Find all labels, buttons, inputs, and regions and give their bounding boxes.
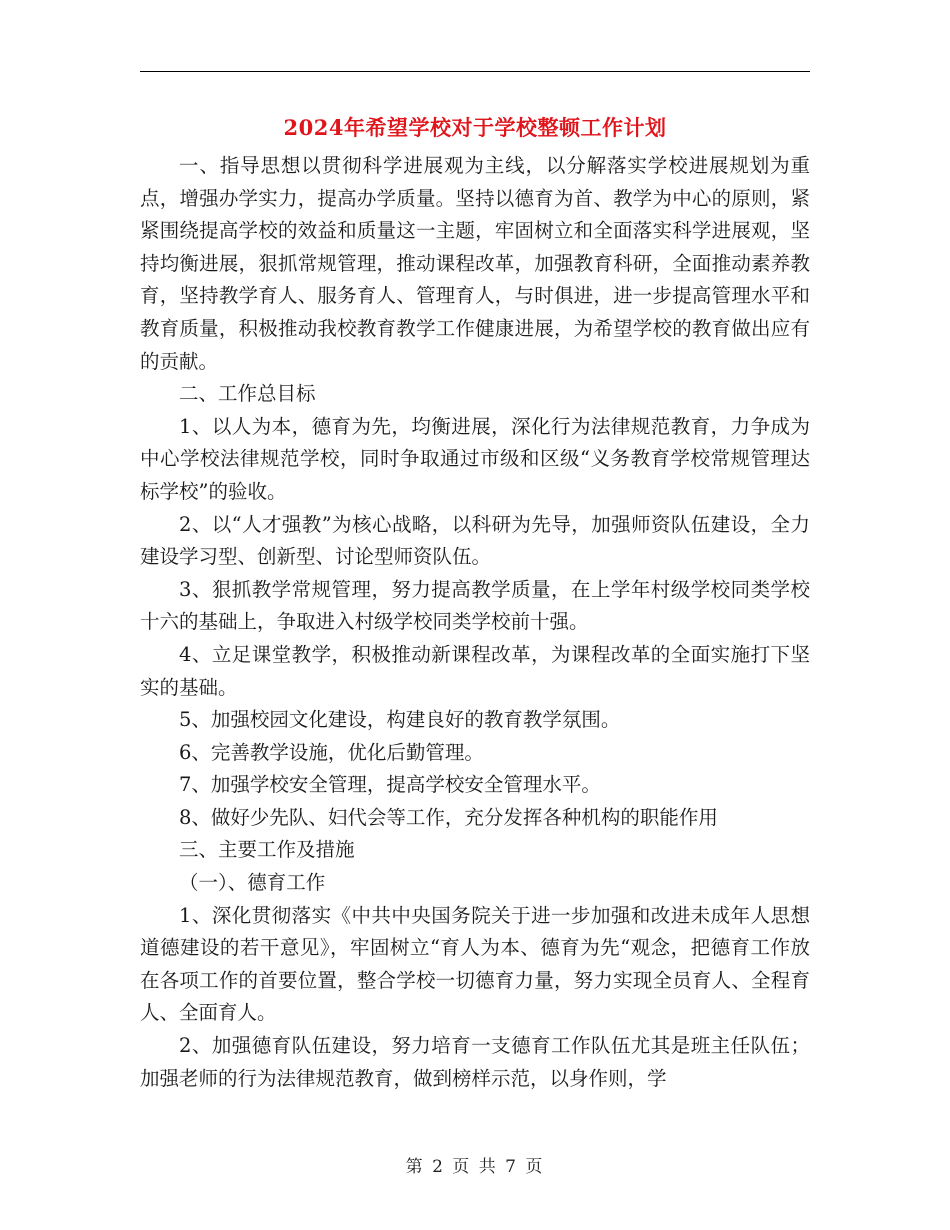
paragraph-goal-4: 4、立足课堂教学，积极推动新课程改革，为课程改革的全面实施打下坚实的基础。 <box>140 642 810 699</box>
paragraph-goal-1: 1、以人为本，德育为先，均衡进展，深化行为法律规范教育，力争成为中心学校法律规范学校，同时争取通过市级和区级“义务教育学校常规管理达标学校”的验收。 <box>140 414 810 503</box>
paragraph-goal-2: 2、以“人才强教”为核心战略，以科研为先导，加强师资队伍建设，全力建设学习型、创新型、讨论型师资队伍。 <box>140 512 810 569</box>
header-rule <box>140 71 810 72</box>
heading-overall-goals: 二、工作总目标 <box>179 382 316 406</box>
paragraph-goal-8: 8、做好少先队、妇代会等工作，充分发挥各种机构的职能作用 <box>179 805 718 829</box>
heading-moral-education: （一）、德育工作 <box>179 871 326 895</box>
paragraph-goal-7: 7、加强学校安全管理，提高学校安全管理水平。 <box>179 773 601 797</box>
document-body <box>140 150 810 1095</box>
paragraph-measure-2: 2、加强德育队伍建设，努力培育一支德育工作队伍尤其是班主任队伍；加强老师的行为法律规范教育，做到榜样示范，以身作则，学 <box>140 1034 810 1090</box>
paragraph-goal-6: 6、完善教学设施，优化后勤管理。 <box>179 740 484 764</box>
heading-main-work: 三、主要工作及措施 <box>179 838 355 862</box>
paragraph-measure-1: 1、深化贯彻落实《中共中央国务院关于进一步加强和改进未成年人思想道德建设的若干意见》，牢固树立“育人为本、德育为先“观念，把德育工作放在各项工作的首要位置，整合学校一切德育力量，努力实现全员育人、全程育人、全面育人。 <box>140 903 810 1025</box>
paragraph-guiding-ideology: 一、指导思想以贯彻科学进展观为主线，以分解落实学校进展规划为重点，增强办学实力，提高办学质量。坚持以德育为首、教学为中心的原则，紧紧围绕提高学校的效益和质量这一主题，牢固树立和全面落实科学进展观，坚持均衡进展，狠抓常规管理，推动课程改革，加强教育科研，全面推动素养教育，坚持教学育人、服务育人、管理育人，与时俱进，进一步提高管理水平和教育质量，积极推动我校教育教学工作健康进展，为希望学校的教育做出应有的贡献。 <box>140 154 810 373</box>
paragraph-goal-3: 3、狠抓教学常规管理，努力提高教学质量，在上学年村级学校同类学校十六的基础上，争取进入村级学校同类学校前十强。 <box>140 577 810 634</box>
document-title: 2024年希望学校对于学校整顿工作计划 <box>283 115 667 140</box>
paragraph-goal-5: 5、加强校园文化建设，构建良好的教育教学氛围。 <box>179 708 621 732</box>
page-number-footer: 第 2 页 共 7 页 <box>405 1157 545 1177</box>
